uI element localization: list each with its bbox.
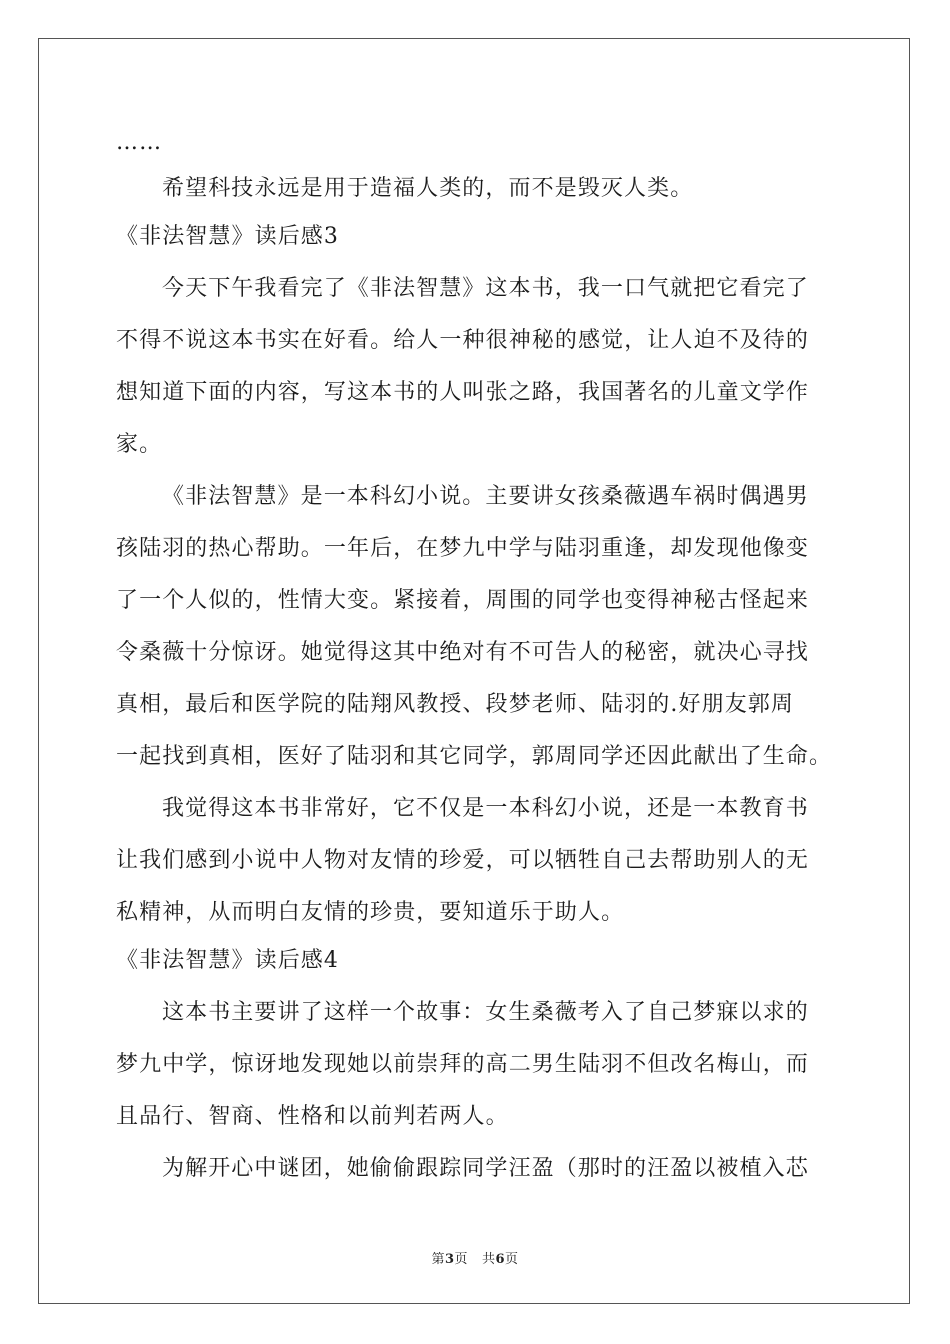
total-pages: 6	[495, 1252, 506, 1267]
page-footer	[0, 1248, 950, 1267]
paragraph-line: 真相，最后和医学院的陆翔风教授、段梦老师、陆羽的.好朋友郭周	[116, 692, 794, 717]
paragraph-line: 一起找到真相，医好了陆羽和其它同学，郭周同学还因此献出了生命。	[116, 744, 833, 769]
page-label-suffix: 页	[454, 1252, 469, 1267]
section-heading-4: 《非法智慧》读后感4	[116, 948, 339, 973]
page-number: 3	[444, 1252, 455, 1267]
document-body	[116, 124, 838, 1184]
paragraph-line: 今天下午我看完了《非法智慧》这本书，我一口气就把它看完了	[162, 276, 809, 301]
paragraph-line: 且品行、智商、性格和以前判若两人。	[116, 1104, 509, 1129]
paragraph-line: 这本书主要讲了这样一个故事：女生桑薇考入了自己梦寐以求的	[162, 1000, 809, 1025]
section-heading-3: 《非法智慧》读后感3	[116, 224, 339, 249]
paragraph-line: 孩陆羽的热心帮助。一年后，在梦九中学与陆羽重逢，却发现他像变	[116, 536, 810, 561]
total-label-suffix: 页	[505, 1252, 519, 1267]
ellipsis-line: ……	[116, 130, 163, 155]
paragraph-line: 为解开心中谜团，她偷偷跟踪同学汪盈（那时的汪盈以被植入芯	[162, 1156, 809, 1181]
paragraph-line: 私精神，从而明白友情的珍贵，要知道乐于助人。	[116, 900, 625, 925]
paragraph-line: 让我们感到小说中人物对友情的珍爱，可以牺牲自己去帮助别人的无	[116, 848, 810, 873]
paragraph-line: 令桑薇十分惊讶。她觉得这其中绝对有不可告人的秘密，就决心寻找	[116, 640, 810, 665]
paragraph-line: 我觉得这本书非常好，它不仅是一本科幻小说，还是一本教育书	[162, 796, 809, 821]
paragraph-line: 不得不说这本书实在好看。给人一种很神秘的感觉，让人迫不及待的	[116, 328, 810, 353]
paragraph-line: 家。	[116, 432, 163, 457]
paragraph-line: 《非法智慧》是一本科幻小说。主要讲女孩桑薇遇车祸时偶遇男	[162, 484, 809, 509]
total-label-prefix: 共	[481, 1252, 496, 1267]
paragraph-line: 希望科技永远是用于造福人类的，而不是毁灭人类。	[162, 176, 694, 201]
paragraph-line: 想知道下面的内容，写这本书的人叫张之路，我国著名的儿童文学作	[116, 380, 810, 405]
paragraph-line: 了一个人似的，性情大变。紧接着，周围的同学也变得神秘古怪起来	[116, 588, 810, 613]
paragraph-line: 梦九中学，惊讶地发现她以前崇拜的高二男生陆羽不但改名梅山，而	[116, 1052, 810, 1077]
page-label-prefix: 第	[431, 1252, 445, 1267]
